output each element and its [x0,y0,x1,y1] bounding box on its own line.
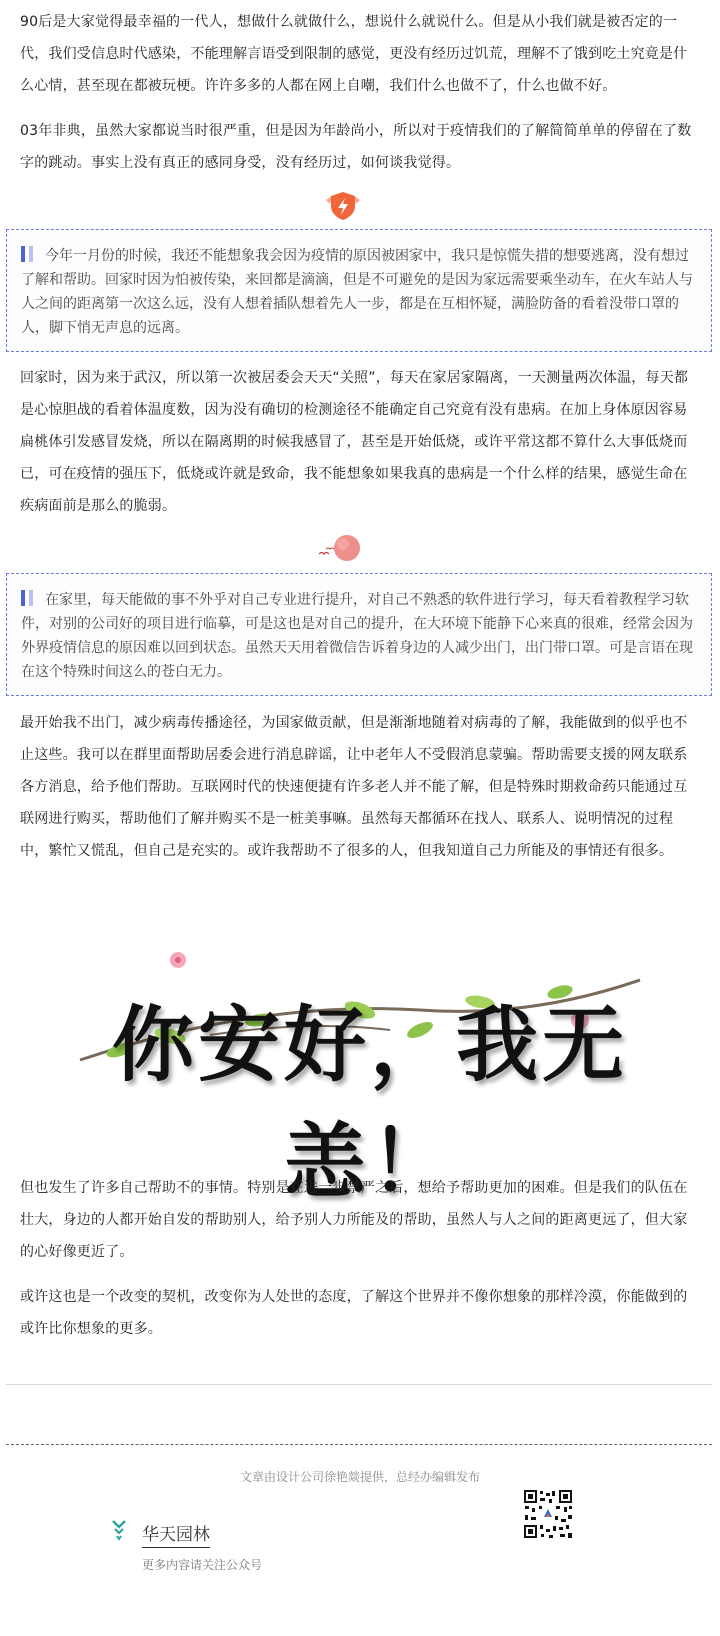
brand-subtitle: 更多内容请关注公众号 [142,1558,263,1572]
paragraph-intro: 90后是大家觉得最幸福的一代人，想做什么就做什么，想说什么就说什么。但是从小我们就是被否定的一代，我们受信息时代感染，不能理解言语受到限制的感觉，更没有经历过饥荒，理解不了饿到吃土究竟是什么心情，甚至现在都被玩梗。许许多多的人都在网上自嘲，我们什么也做不了，什么也做不好。 [20,14,688,94]
banner-calligraphy: 你安好，我无恙！ [111,997,628,1210]
brand-logo-icon [112,1520,126,1544]
footer-credit: 文章由设计公司徐艳燚提供，总经办编辑发布 [239,1470,480,1484]
quote-text-at-home: 在家里，每天能做的事不外乎对自己专业进行提升，对自己不熟悉的软件进行学习，每天看着教程学习软件，对别的公司好的项目进行临摹，可是这也是对自己的提升，在大环境下能静下心来真的很难，经常会因为外界疫情信息的原因难以回到状态。虽然天天用着微信告诉着身边的人减少出门，出门带口罩。可是言语在现在这个特殊时间这么的苍白无力。 [21,592,693,680]
footer-divider [6,1384,712,1385]
quote-box-at-home [6,573,712,696]
quote-box-january [6,229,712,352]
sun-with-birds-icon [316,532,364,564]
paragraph-helping: 最开始我不出门，减少病毒传播途径，为国家做贡献，但是渐渐地随着对病毒的了解，我能做到的似乎也不止这些。我可以在群里面帮助居委会进行消息辟谣，让中老年人不受假消息蒙骗。帮助需要支援的网友联系各方消息，给予他们帮助。互联网时代的快速便捷有许多老人并不能了解，但是特殊时期救命药只能通过互联网进行购买，帮助他们了解并购买不是一桩美事嘛。虽然每天都循环在找人、联系人、说明情况的过程中，繁忙又慌乱，但自己是充实的。或许我帮助不了很多的人，但我知道自己力所能及的事情还有很多。 [20,715,688,859]
paragraph-closing: 或许这也是一个改变的契机，改变你为人处世的态度，了解这个世界并不像你想象的那样冷漠，你能做到的或许比你想象的更多。 [20,1289,688,1337]
qr-code[interactable] [523,1489,573,1539]
quote-marker-icon [21,590,39,606]
paragraph-home-isolation: 回家时，因为来于武汉，所以第一次被居委会天天“关照”，每天在家居家隔离，一天测量两次体温，每天都是心惊胆战的看着体温度数，因为没有确切的检测途径不能确定自己究竟有没有患病。在加上身体原因容易扁桃体引发感冒发烧，所以在隔离期的时候我感冒了，甚至是开始低烧，或许平常这都不算什么大事低烧而已，可在疫情的强压下，低烧或许就是致命，我不能想象如果我真的患病是一个什么样的结果，感觉生命在疾病面前是那么的脆弱。 [20,370,689,514]
footer-dashed-divider [6,1444,712,1445]
paragraph-sars: 03年非典，虽然大家都说当时很严重，但是因为年龄尚小，所以对于疫情我们的了解简简单单的停留在了数字的跳动。事实上没有真正的感同身受，没有经历过，如何谈我觉得。 [20,123,692,171]
paragraph-community: 但也发生了许多自己帮助不的事情。特别是在进一步禁严之后，想给予帮助更加的困难。但是我们的队伍在壮大，身边的人都开始自发的帮助别人，给予别人力所能及的帮助，虽然人与人之间的距离更远了，但大家的心好像更近了。 [20,1180,688,1260]
quote-marker-icon [21,246,39,262]
shield-lightning-icon [324,190,362,222]
quote-text-january: 今年一月份的时候，我还不能想象我会因为疫情的原因被困家中，我只是惊慌失措的想要逃离，没有想过了解和帮助。回家时因为怕被传染，来回都是滴滴，但是不可避免的是因为家远需要乘坐动车，在火车站人与人之间的距离第一次这么远，没有人想着插队想着先人一步，都是在互相怀疑，满脸防备的看着没带口罩的人，脚下悄无声息的远离。 [21,248,693,336]
brand-name: 华天园林 [142,1520,210,1548]
